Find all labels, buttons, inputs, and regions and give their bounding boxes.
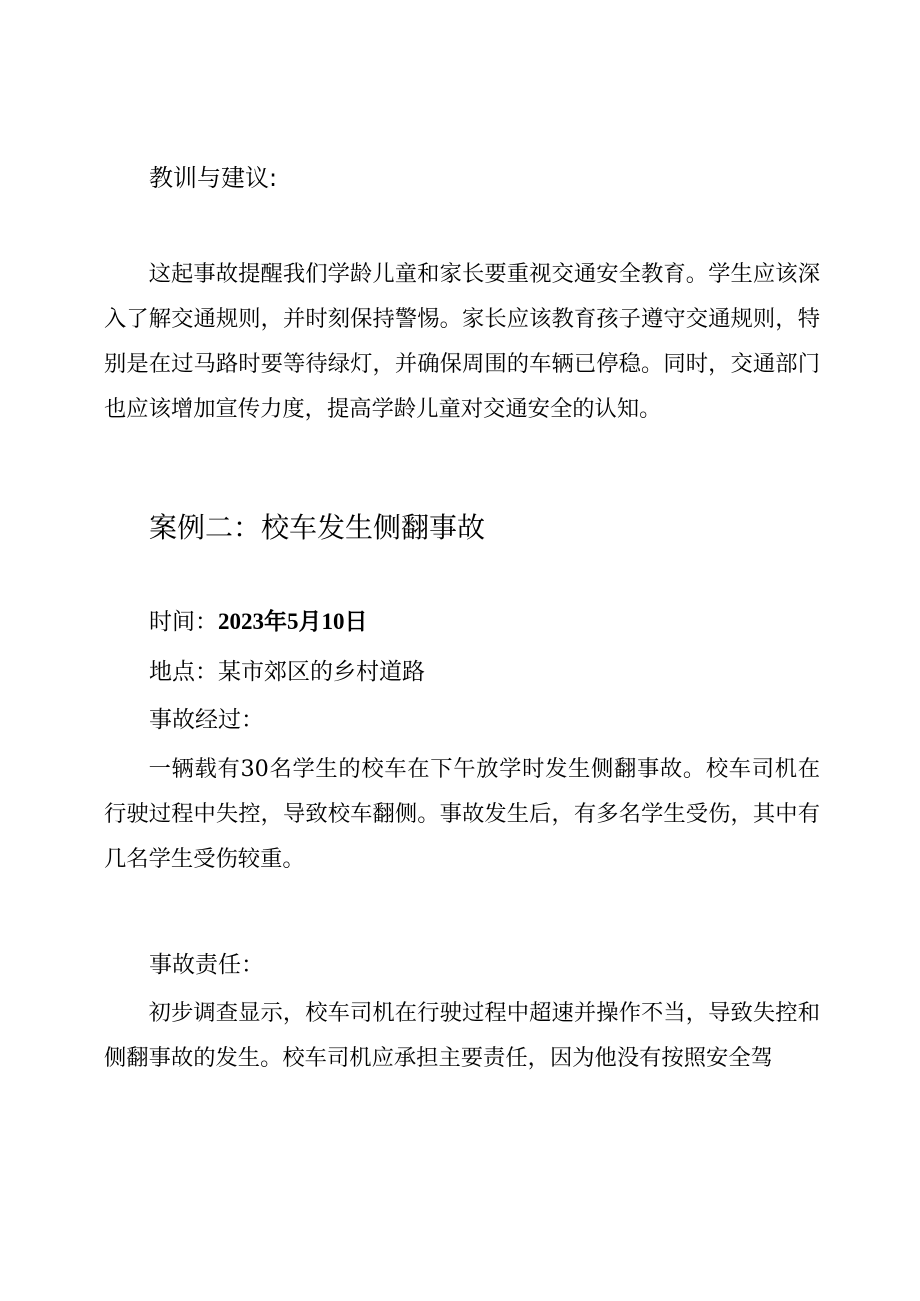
time-line bbox=[149, 607, 368, 637]
accident-process-heading: 事故经过： bbox=[149, 707, 264, 733]
accident-process-paragraph: 一辆载有30名学生的校车在下午放学时发生侧翻事故。校车司机在行驶过程中失控，导致校车翻侧。事故发生后，有多名学生受伤，其中有几名学生受伤较重。 bbox=[104, 756, 820, 872]
time-label: 时间： bbox=[149, 609, 218, 635]
place-label: 地点： bbox=[149, 659, 218, 685]
lessons-heading: 教训与建议: bbox=[149, 164, 278, 192]
case-two-title: 案例二：校车发生侧翻事故 bbox=[149, 511, 486, 544]
place-value: 某市郊区的乡村道路 bbox=[218, 659, 425, 685]
place-line bbox=[149, 657, 425, 687]
accident-responsibility-heading: 事故责任： bbox=[149, 952, 264, 978]
accident-responsibility-paragraph: 初步调查显示，校车司机在行驶过程中超速并操作不当，导致失控和侧翻事故的发生。校车司机应承担主要责任，因为他没有按照安全驾 bbox=[104, 1000, 820, 1071]
lessons-paragraph: 这起事故提醒我们学龄儿童和家长要重视交通安全教育。学生应该深入了解交通规则，并时刻保持警惕。家长应该教育孩子遵守交通规则，特别是在过马路时要等待绿灯，并确保周围的车辆已停稳。同时，交通部门也应该增加宣传力度，提高学龄儿童对交通安全的认知。 bbox=[104, 261, 820, 422]
time-value: 2023年5月10日 bbox=[218, 609, 368, 634]
